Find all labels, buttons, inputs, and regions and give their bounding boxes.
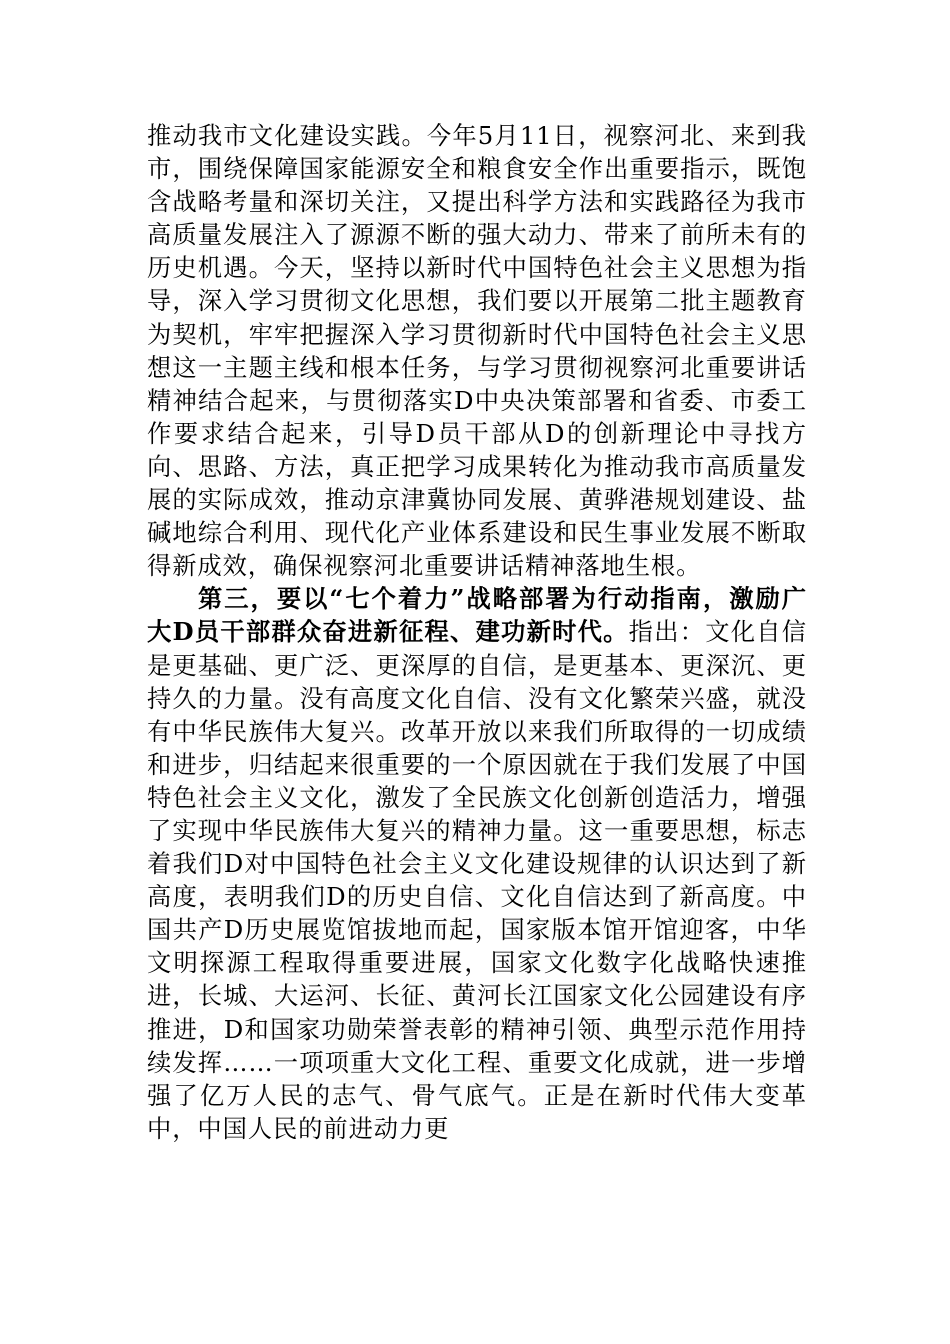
paragraph-third-point <box>147 582 807 1145</box>
document-page <box>147 119 807 1145</box>
paragraph-text: 推动我市文化建设实践。今年5月11日，视察河北、来到我市，围绕保障国家能源安全和粮食安全作出重要指示，既饱含战略考量和深切关注，又提出科学方法和实践路径为我市高质量发展注入了源源不断的强大动力、带来了前所未有的历史机遇。今天，坚持以新时代中国特色社会主义思想为指导，深入学习贯彻文化思想，我们要以开展第二批主题教育为契机，牢牢把握深入学习贯彻新时代中国特色社会主义思想这一主题主线和根本任务，与学习贯彻视察河北重要讲话精神结合起来，与贯彻落实D中央决策部署和省委、市委工作要求结合起来，引导D员干部从D的创新理论中寻找方向、思路、方法，真正把学习成果转化为推动我市高质量发展的实际成效，推动京津冀协同发展、黄骅港规划建设、盐碱地综合利用、现代化产业体系建设和民生事业发展不断取得新成效，确保视察河北重要讲话精神落地生根。 <box>147 121 807 581</box>
paragraph-text: 指出：文化自信是更基础、更广泛、更深厚的自信，是更基本、更深沉、更持久的力量。没有高度文化自信、没有文化繁荣兴盛，就没有中华民族伟大复兴。改革开放以来我们所取得的一切成绩和进步，归结起来很重要的一个原因就在于我们发展了中国特色社会主义文化，激发了全民族文化创新创造活力，增强了实现中华民族伟大复兴的精神力量。这一重要思想，标志着我们D对中国特色社会主义文化建设规律的认识达到了新高度，表明我们D的历史自信、文化自信达到了新高度。中国共产D历史展览馆拔地而起，国家版本馆开馆迎客，中华文明探源工程取得重要进展，国家文化数字化战略快速推进，长城、大运河、长征、黄河长江国家文化公园建设有序推进，D和国家功勋荣誉表彰的精神引领、典型示范作用持续发挥……一项项重大文化工程、重要文化成就，进一步增强了亿万人民的志气、骨气底气。正是在新时代伟大变革中，中国人民的前进动力更 <box>147 617 807 1143</box>
paragraph-continuation <box>147 119 807 582</box>
paragraph-heading-bold: 第三，要以“七个着力”战略部署为行动指南，激励广大D员干部群众奋进新征程、建功新时代。 <box>147 584 807 647</box>
